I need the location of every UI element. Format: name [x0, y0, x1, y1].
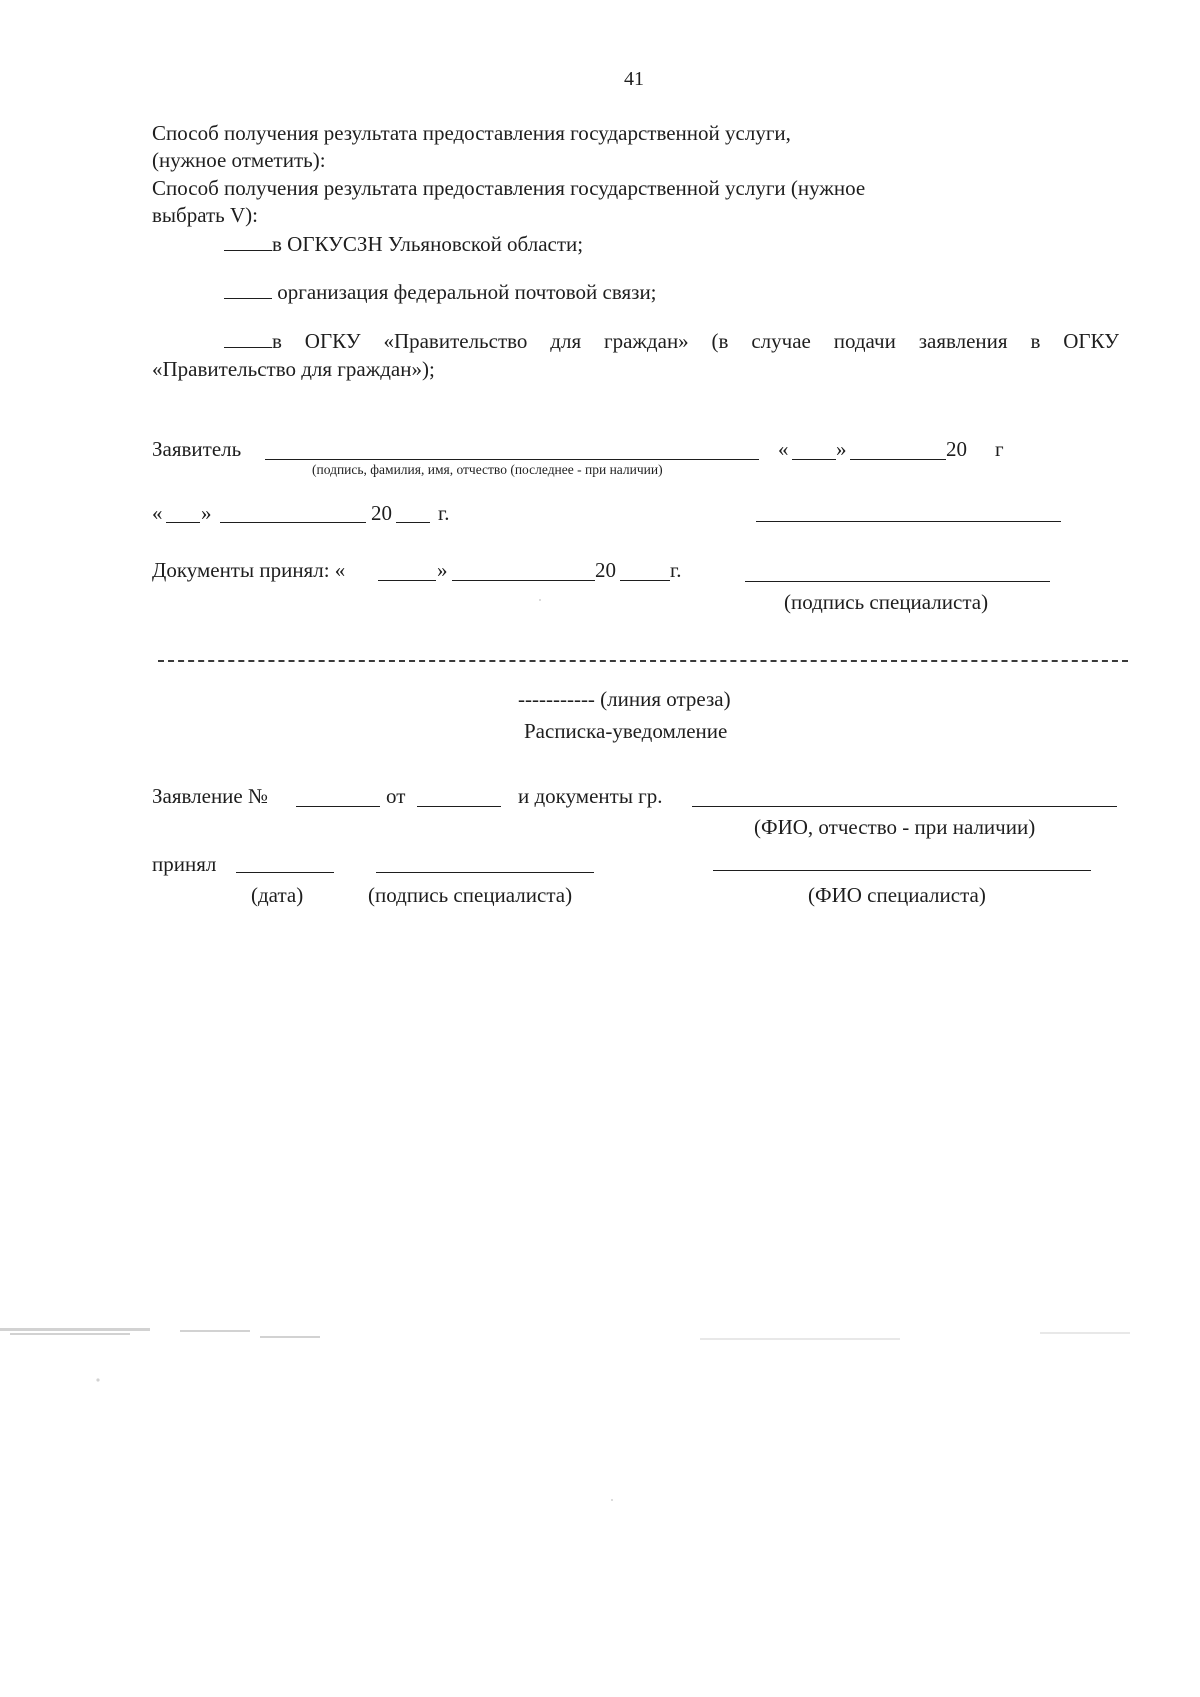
method-heading-1: Способ получения результата предоставления государственной услуги, [152, 121, 791, 145]
applicant-year-suffix: г [995, 437, 1004, 461]
receipt-date-blank[interactable] [236, 872, 334, 873]
accepted-year-blank[interactable] [620, 580, 670, 581]
date-day-blank[interactable] [166, 522, 200, 523]
receipt-from-date-blank[interactable] [417, 806, 501, 807]
cut-line-label: ----------- (линия отреза) [518, 687, 731, 711]
accepted-signature-line[interactable] [745, 581, 1050, 582]
receipt-fio-blank[interactable] [692, 806, 1117, 807]
date-quote-open: « [152, 501, 163, 525]
date-quote-close: » [201, 501, 212, 525]
method-heading-2: Способ получения результата предоставления государственной услуги (нужное [152, 176, 866, 200]
option-ogkuszn-checkbox-blank[interactable] [224, 232, 272, 251]
applicant-day-blank[interactable] [792, 459, 836, 460]
option-pravitelstvo-checkbox-blank[interactable] [224, 329, 272, 348]
method-heading-2-cont: выбрать V): [152, 203, 258, 227]
page-number: 41 [624, 68, 644, 90]
receipt-signature-blank[interactable] [376, 872, 594, 873]
option-pravitelstvo-cont: «Правительство для граждан»); [152, 357, 435, 381]
date-year-suffix: г. [438, 501, 450, 525]
option-ogkuszn-label: в ОГКУСЗН Ульяновской области; [272, 232, 584, 256]
receipt-from-label: от [386, 784, 406, 808]
receipt-signature-caption: (подпись специалиста) [368, 883, 573, 907]
applicant-quote-close: » [836, 437, 847, 461]
method-heading-1-note: (нужное отметить): [152, 148, 326, 172]
receipt-statement-number-blank[interactable] [296, 806, 380, 807]
date-month-blank[interactable] [220, 522, 366, 523]
accepted-year-suffix: г. [670, 558, 682, 582]
receipt-fio-caption: (ФИО, отчество - при наличии) [754, 815, 1036, 839]
cut-line [158, 660, 1128, 662]
accepted-day-blank[interactable] [378, 580, 436, 581]
option-ogkuszn [224, 231, 583, 257]
receipt-specialist-blank[interactable] [713, 870, 1091, 871]
receipt-title: Расписка-уведомление [524, 719, 728, 743]
receipt-accepted-label: принял [152, 852, 217, 876]
option-pravitelstvo-label: в ОГКУ «Правительство для граждан» (в случае подачи заявления в ОГКУ [272, 329, 1119, 353]
option-post-checkbox-blank[interactable] [224, 280, 272, 299]
receipt-docs-label: и документы гр. [518, 784, 663, 808]
option-post [224, 279, 657, 305]
receipt-date-caption: (дата) [251, 883, 304, 907]
accepted-caption: (подпись специалиста) [784, 590, 989, 614]
accepted-quote-close: » [437, 558, 448, 582]
date-year-blank[interactable] [396, 522, 430, 523]
applicant-label: Заявитель [152, 437, 242, 461]
receipt-specialist-caption: (ФИО специалиста) [808, 883, 986, 907]
date-right-signature-line[interactable] [756, 521, 1061, 522]
applicant-signature-line[interactable] [265, 459, 759, 460]
accepted-label: Документы принял: « [152, 558, 346, 582]
accepted-month-blank[interactable] [452, 580, 595, 581]
applicant-quote-open: « [778, 437, 789, 461]
accepted-year-prefix: 20 [595, 558, 616, 582]
applicant-caption: (подпись, фамилия, имя, отчество (последнее - при наличии) [312, 462, 663, 477]
applicant-year-prefix: 20 [946, 437, 967, 461]
date-year-prefix: 20 [371, 501, 392, 525]
option-post-label: организация федеральной почтовой связи; [277, 280, 657, 304]
applicant-month-blank[interactable] [850, 459, 946, 460]
receipt-statement-label: Заявление № [152, 784, 269, 808]
option-pravitelstvo [224, 328, 1119, 354]
